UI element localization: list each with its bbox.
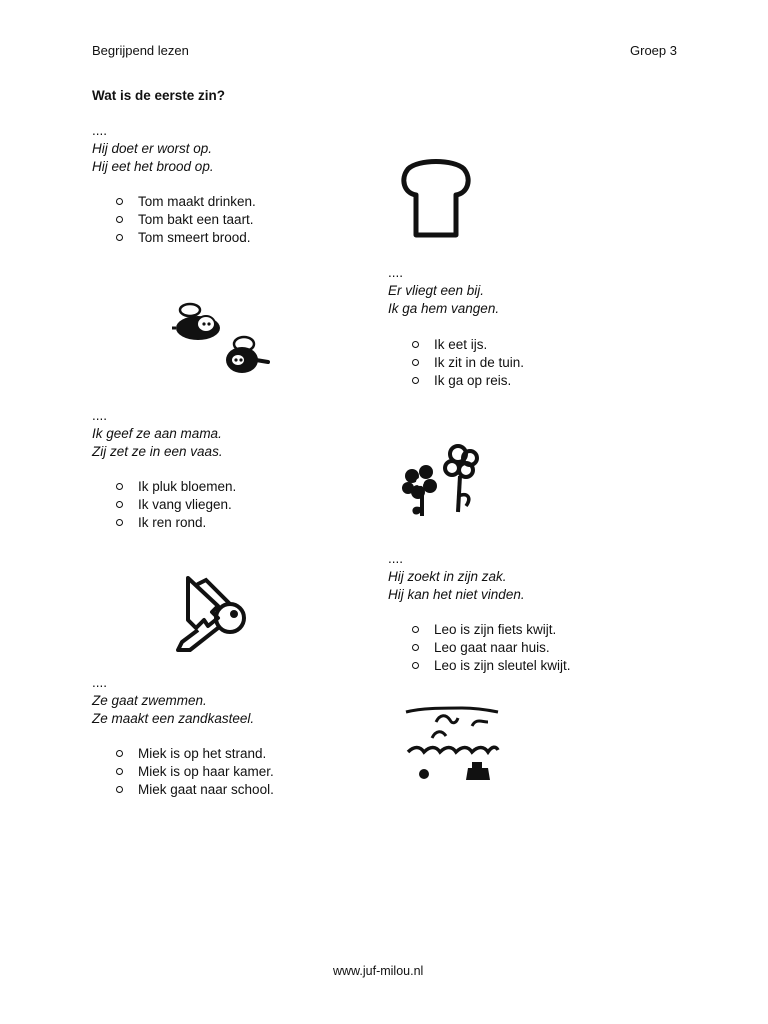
exercise-2-option-2[interactable]: Ik zit in de tuin. <box>412 354 524 372</box>
radio-circle-icon <box>116 483 123 490</box>
exercise-1-option-2[interactable]: Tom bakt een taart. <box>116 211 254 229</box>
radio-circle-icon <box>116 501 123 508</box>
exercise-3-dots: .... <box>92 408 108 423</box>
exercise-1-option-3[interactable]: Tom smeert brood. <box>116 229 251 247</box>
bees-icon <box>168 298 278 388</box>
page-title: Wat is de eerste zin? <box>92 88 226 103</box>
exercise-5-text <box>92 674 254 728</box>
exercise-4-dots: .... <box>388 551 404 566</box>
exercise-5-option-2[interactable]: Miek is op haar kamer. <box>116 763 274 781</box>
exercise-1-line-2: Hij eet het brood op. <box>92 159 214 174</box>
radio-circle-icon <box>412 359 419 366</box>
exercise-1-text <box>92 122 214 176</box>
beach-icon <box>402 700 502 797</box>
radio-circle-icon <box>412 341 419 348</box>
exercise-3-line-2: Zij zet ze in een vaas. <box>92 444 223 459</box>
radio-circle-icon <box>412 377 419 384</box>
exercise-4-option-1[interactable]: Leo is zijn fiets kwijt. <box>412 621 556 639</box>
radio-circle-icon <box>116 234 123 241</box>
radio-circle-icon <box>116 519 123 526</box>
exercise-1-dots: .... <box>92 123 108 138</box>
exercise-3-option-1[interactable]: Ik pluk bloemen. <box>116 478 236 496</box>
exercise-1-option-1[interactable]: Tom maakt drinken. <box>116 193 256 211</box>
exercise-2-text <box>388 264 499 318</box>
exercise-2-option-3[interactable]: Ik ga op reis. <box>412 372 511 390</box>
exercise-4-option-2[interactable]: Leo gaat naar huis. <box>412 639 550 657</box>
exercise-1-line-1: Hij doet er worst op. <box>92 141 213 156</box>
header-left: Begrijpend lezen <box>92 43 189 58</box>
exercise-4-text <box>388 550 525 604</box>
exercise-3-option-2[interactable]: Ik vang vliegen. <box>116 496 232 514</box>
radio-circle-icon <box>116 786 123 793</box>
key-icon <box>168 570 263 670</box>
radio-circle-icon <box>116 768 123 775</box>
exercise-4-line-2: Hij kan het niet vinden. <box>388 587 525 602</box>
header-right: Groep 3 <box>630 43 677 58</box>
radio-circle-icon <box>116 216 123 223</box>
exercise-3-line-1: Ik geef ze aan mama. <box>92 426 222 441</box>
footer-website: www.juf-milou.nl <box>333 964 424 978</box>
exercise-2-dots: .... <box>388 265 404 280</box>
exercise-2-option-1[interactable]: Ik eet ijs. <box>412 336 487 354</box>
bread-icon <box>396 157 476 247</box>
exercise-2-line-2: Ik ga hem vangen. <box>388 301 500 316</box>
radio-circle-icon <box>412 662 419 669</box>
exercise-3-text <box>92 407 223 461</box>
exercise-4-line-1: Hij zoekt in zijn zak. <box>388 569 507 584</box>
radio-circle-icon <box>412 626 419 633</box>
radio-circle-icon <box>116 750 123 757</box>
exercise-5-option-1[interactable]: Miek is op het strand. <box>116 745 266 763</box>
exercise-5-line-1: Ze gaat zwemmen. <box>92 693 207 708</box>
exercise-5-dots: .... <box>92 675 108 690</box>
exercise-4-option-3[interactable]: Leo is zijn sleutel kwijt. <box>412 657 571 675</box>
radio-circle-icon <box>412 644 419 651</box>
exercise-2-line-1: Er vliegt een bij. <box>388 283 485 298</box>
exercise-5-line-2: Ze maakt een zandkasteel. <box>92 711 255 726</box>
flowers-icon <box>400 436 490 526</box>
exercise-3-option-3[interactable]: Ik ren rond. <box>116 514 206 532</box>
exercise-5-option-3[interactable]: Miek gaat naar school. <box>116 781 274 799</box>
radio-circle-icon <box>116 198 123 205</box>
